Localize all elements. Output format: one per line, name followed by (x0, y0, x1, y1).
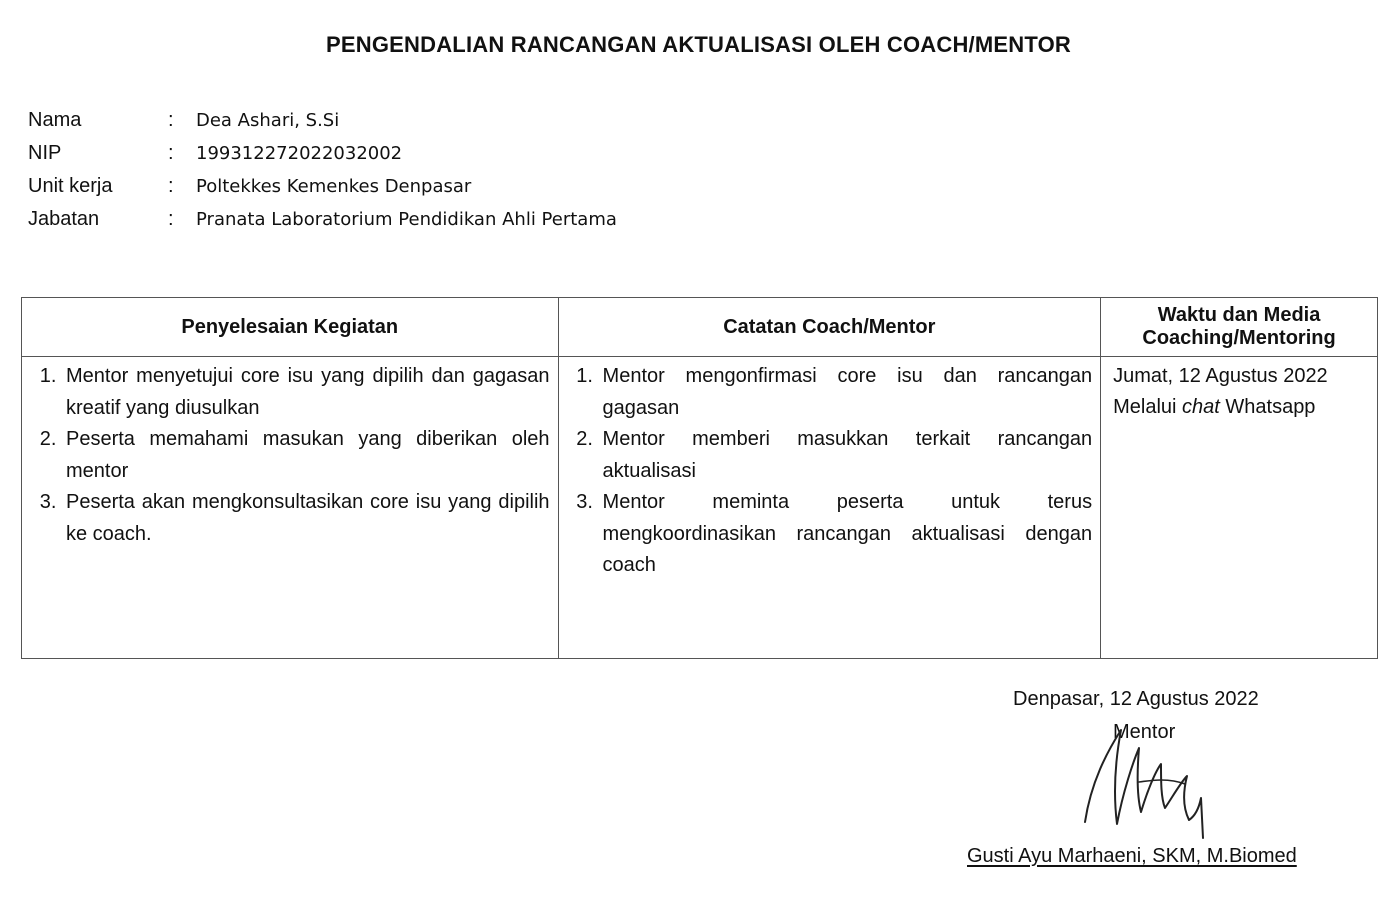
info-label: Jabatan (28, 208, 100, 230)
media-emphasis: chat (1182, 396, 1220, 418)
info-value: Poltekkes Kemenkes Denpasar (196, 176, 472, 197)
info-value: Pranata Laboratorium Pendidikan Ahli Pertama (196, 209, 617, 230)
header-waktu: Waktu dan Media Coaching/Mentoring (1101, 298, 1378, 357)
info-value: 199312272022032002 (196, 143, 403, 164)
info-row-nip (28, 137, 617, 170)
table-row (22, 357, 1378, 659)
info-label: NIP (28, 142, 62, 164)
info-colon: : (168, 142, 174, 164)
table-header-row (22, 298, 1378, 357)
header-penyelesaian: Penyelesaian Kegiatan (22, 298, 559, 357)
media-suffix: Whatsapp (1219, 396, 1316, 418)
participant-info (28, 104, 617, 236)
header-catatan: Catatan Coach/Mentor (558, 298, 1101, 357)
list-item: 3. Peserta akan mengkonsultasikan core isu yang dipilih ke coach. (62, 487, 550, 550)
penyelesaian-list (26, 361, 550, 550)
catatan-list (563, 361, 1093, 582)
list-item: 2. Peserta memahami masukan yang diberikan oleh mentor (62, 424, 550, 487)
cell-catatan (558, 357, 1101, 659)
list-item: 2. Mentor memberi masukkan terkait rancangan aktualisasi (599, 424, 1093, 487)
cell-penyelesaian (22, 357, 559, 659)
info-row-jabatan (28, 203, 617, 236)
session-date: Jumat, 12 Agustus 2022 (1113, 365, 1328, 387)
cell-waktu (1101, 357, 1378, 659)
place-date: Denpasar, 12 Agustus 2022 (1013, 688, 1259, 710)
list-item: 1. Mentor mengonfirmasi core isu dan rancangan gagasan (599, 361, 1093, 424)
list-item: 3. Mentor meminta peserta untuk terus mengkoordinasikan rancangan aktualisasi dengan coach (599, 487, 1093, 582)
info-value: Dea Ashari, S.Si (196, 110, 340, 131)
activity-table (21, 297, 1378, 659)
info-row-nama (28, 104, 617, 137)
info-colon: : (168, 208, 174, 230)
info-row-unit-kerja (28, 170, 617, 203)
document-title: PENGENDALIAN RANCANGAN AKTUALISASI OLEH COACH/MENTOR (326, 32, 1071, 57)
info-colon: : (168, 175, 174, 197)
list-item: 1. Mentor menyetujui core isu yang dipilih dan gagasan kreatif yang diusulkan (62, 361, 550, 424)
session-media (1105, 392, 1369, 423)
handwritten-signature (1077, 712, 1227, 842)
info-label: Nama (28, 109, 82, 131)
info-colon: : (168, 109, 174, 131)
signer-name: Gusti Ayu Marhaeni, SKM, M.Biomed (967, 845, 1297, 867)
info-label: Unit kerja (28, 175, 113, 197)
signer-role: Mentor (1113, 721, 1176, 743)
media-prefix: Melalui (1113, 396, 1183, 418)
